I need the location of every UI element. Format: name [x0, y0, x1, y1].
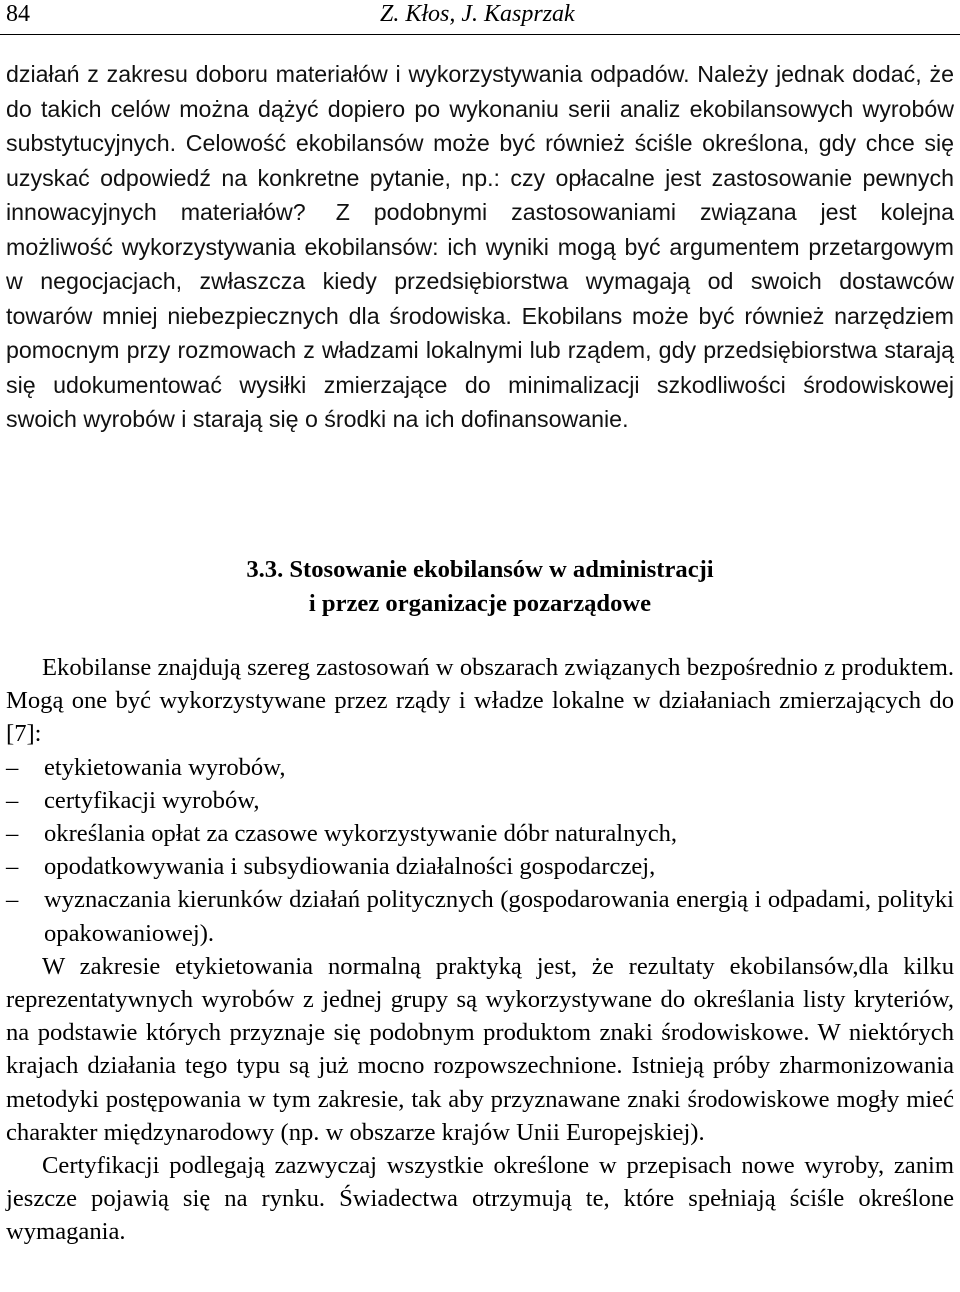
list-item: – opodatkowywania i subsydiowania działalności gospodarczej,	[6, 850, 954, 883]
list-dash: –	[6, 886, 19, 914]
header-rule	[0, 34, 960, 35]
application-list	[6, 751, 954, 950]
section-heading-line1: 3.3. Stosowanie ekobilansów w administracji	[246, 556, 714, 583]
list-dash: –	[6, 753, 19, 781]
page-header	[0, 0, 960, 34]
list-item: – etykietowania wyrobów,	[6, 751, 954, 784]
section-body	[6, 651, 954, 1249]
intro-text-part2: Z podobnymi zastosowaniami związana jest kolejna możliwość wykorzystywania ekobilansów: ich wyniki mogą być argumentem przetargowym w negocjacjach, zwłaszcza kiedy przedsiębiorstwa wymagają od swoich dostawców towarów mniej niebezpiecznych dla środowiska. Ekobilans może być również narzędziem pomocnym przy rozmowach z władzami lokalnymi lub rządem, gdy przedsiębiorstwa starają się udokumentować wysiłki zmierzające do minimalizacji szkodliwości środowiskowej swoich wyrobów i starają się o środki na ich dofinansowanie.	[6, 199, 954, 432]
running-head-authors: Z. Kłos, J. Kasprzak	[380, 1, 575, 27]
section-lead-paragraph: Ekobilanse znajdują szereg zastosowań w obszarach związanych bezpośrednio z produktem. Mogą one być wykorzystywane przez rządy i władze lokalne w działaniach zmierzających do [7]:	[6, 654, 954, 748]
list-item: – określania opłat za czasowe wykorzystywanie dóbr naturalnych,	[6, 817, 954, 850]
intro-text-part1: działań z zakresu doboru materiałów i wykorzystywania odpadów. Należy jednak dodać, że do takich celów można dążyć dopiero po wykonaniu serii analiz ekobilansowych wyrobów substytucyjnych. Celowość ekobilansów może być również ściśle określona, gdy chce się uzyskać odpowiedź na konkretne pytanie, np.: czy opłacalne jest zastosowanie pewnych innowacyjnych materiałów?	[6, 61, 954, 225]
certification-paragraph: Certyfikacji podlegają zazwyczaj wszystkie określone w przepisach nowe wyroby, zanim jeszcze pojawią się na rynku. Świadectwa otrzymują te, które spełniają ściśle określone wymagania.	[6, 1152, 954, 1246]
intro-block	[6, 57, 954, 437]
list-dash: –	[6, 820, 19, 848]
list-item: – wyznaczania kierunków działań politycznych (gospodarowania energią i odpadami, polityki opakowaniowej).	[6, 883, 954, 949]
list-dash: –	[6, 853, 19, 881]
list-item: – certyfikacji wyrobów,	[6, 784, 954, 817]
intro-paragraph	[6, 57, 954, 437]
section-heading	[0, 553, 960, 621]
page-number: 84	[6, 1, 30, 27]
section-heading-line2: i przez organizacje pozarządowe	[308, 590, 652, 617]
labeling-paragraph: W zakresie etykietowania normalną praktyką jest, że rezultaty ekobilansów,dla kilku reprezentatywnych wyrobów z jednej grupy są wykorzystywane do określania listy kryteriów, na podstawie których przyznaje się podobnym produktom znaki środowiskowe. W niektórych krajach działania tego typu są już mocno rozpowszechnione. Istnieją próby zharmonizowania metodyki postępowania w tym zakresie, tak aby przyznawane znaki środowiskowe mogły mieć charakter międzynarodowy (np. w obszarze krajów Unii Europejskiej).	[6, 952, 954, 1146]
list-dash: –	[6, 786, 19, 814]
